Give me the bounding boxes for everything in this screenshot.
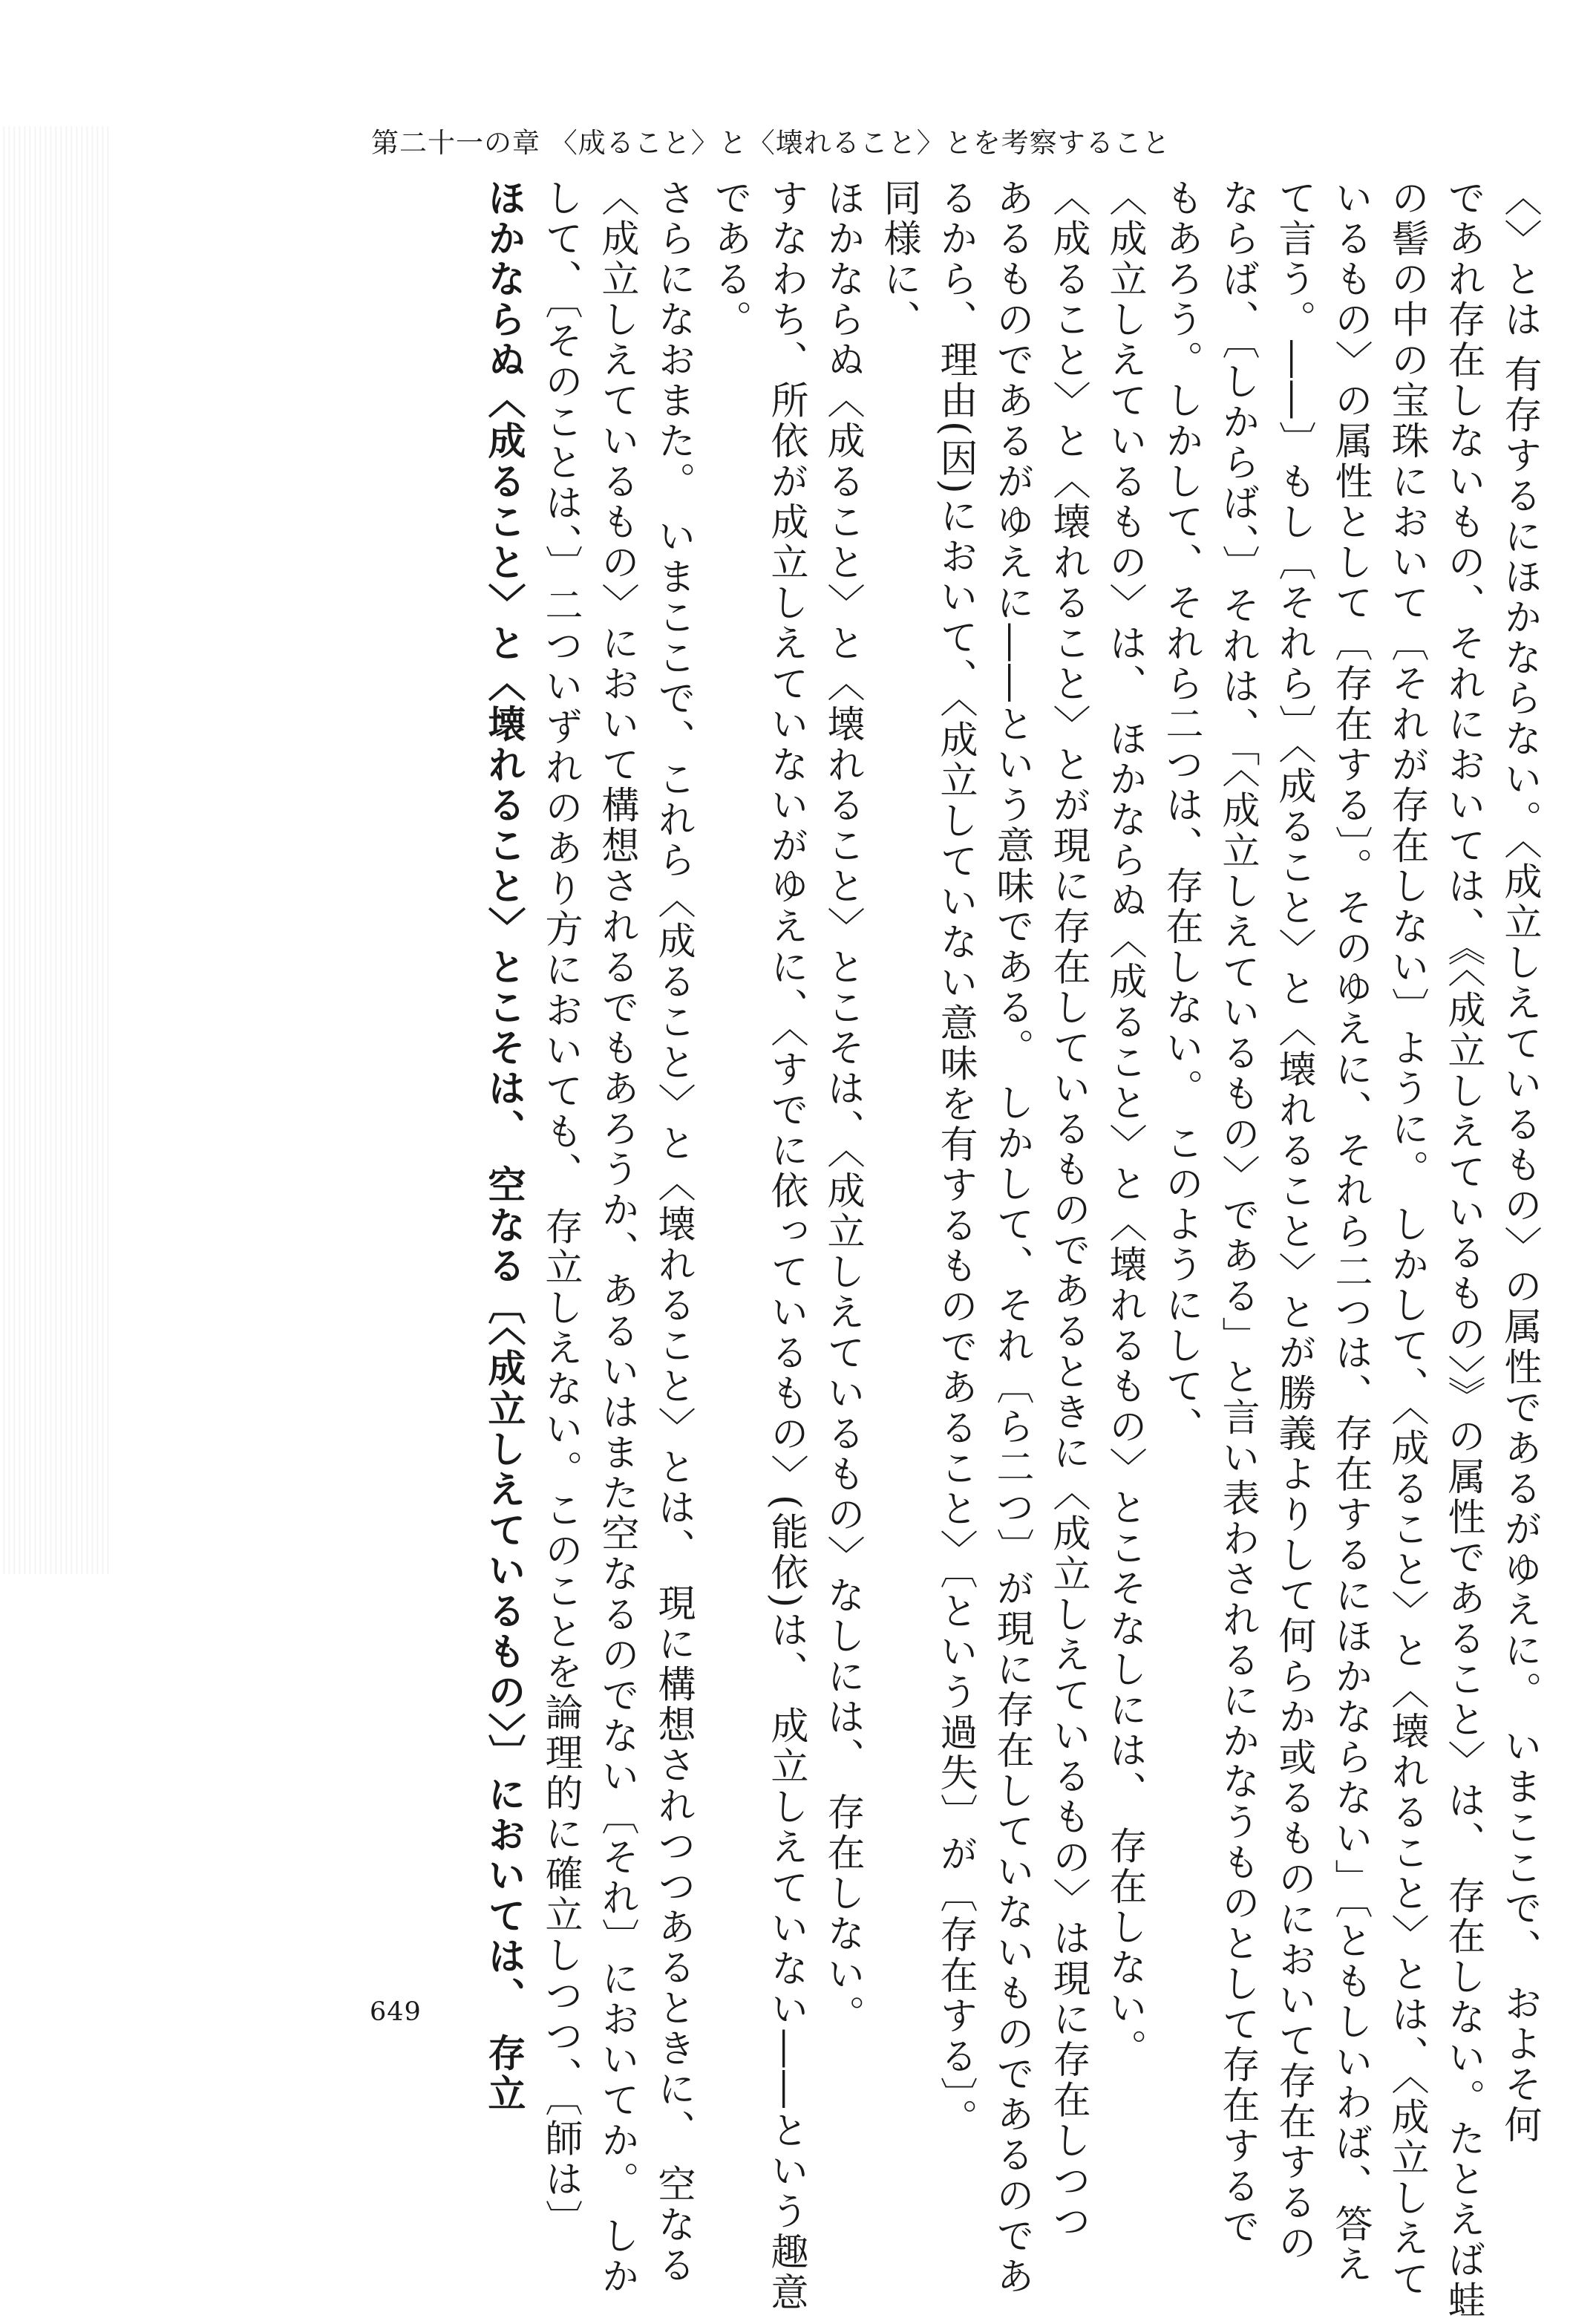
- text-column: 同様に、: [877, 178, 920, 340]
- text-column: るから、理由(因)において、〈成立していない意味を有するものであること〉〔という過失〕が〔存在する〕。: [933, 178, 977, 2139]
- text-column: あるものであるがゆえに――という意味である。 しかして、それ〔ら二つ〕が現に存在していないものであるのであ: [990, 178, 1033, 2297]
- body-text: [475, 178, 1547, 2321]
- text-column: さらになおまた。 いまここで、これら〈成ること〉と〈壊れること〉とは、 現に構想されつつあるときに、 空なる: [651, 178, 695, 2286]
- page-number: 649: [370, 1997, 422, 2027]
- text-column: もあろう。しかして、それら二つは、存在しない。 このようにして、: [1159, 178, 1203, 1448]
- text-column: である。: [707, 178, 751, 340]
- text-column: ほかならぬ〈成ること〉と〈壊れること〉とこそは、 空なる〔〈成立しえているもの〉〕においては、 存立: [481, 178, 526, 2115]
- text-column: て言う。――〕もし〔それら〕〈成ること〉と〈壊れること〉とが勝義よりして何らか或るものにおいて存在するの: [1272, 178, 1315, 2264]
- running-head: 第二十一の章 〈成ること〉と〈壊れること〉とを考察すること: [371, 127, 1171, 159]
- text-column: であれ存在しないもの、それにおいては、《〈成立しえているもの〉》の属性であること〉は、 存在しない。たとえば蛙: [1441, 178, 1485, 2321]
- text-column: 〈成立しえているもの〉において構想されるでもあろうか、あるいはまた空なるのでない〔それ〕においてか。 しか: [595, 178, 638, 2297]
- text-column: ならば、〔しからば、〕それは、「〈成立しえているもの〉である」と言い表わされるにかなうものとして存在するで: [1215, 178, 1259, 2247]
- scan-edge-artifact: [0, 126, 111, 1574]
- text-column: ほかならぬ〈成ること〉と〈壊れること〉とこそは、〈成立しえているもの〉なしには、 存在しない。: [820, 178, 864, 2036]
- text-column: の髻の中の宝珠において〔それが存在しない〕ように。 しかして、〈成ること〉と〈壊れること〉とは、〈成立しえて: [1384, 178, 1428, 2300]
- text-column: いるもの〉の属性として〔存在する〕。そのゆえに、それら二つは、存在するにほかならない」〔ともしいわば、答え: [1328, 178, 1372, 2285]
- text-column: すなわち、所依が成立しえていないがゆえに、〈すでに依っているもの〉(能依)は、 成立しえていない――という趣意: [764, 178, 808, 2314]
- text-column: して、〔そのことは、〕二ついずれのあり方においても、 存立しえない。このことを論理的に確立しつつ、〔師は〕: [538, 178, 582, 2241]
- text-column: 〈成ること〉と〈壊れること〉とが現に存在しているものであるときに〈成立しえているもの〉は現に存在しつつ: [1046, 178, 1090, 2242]
- text-column: 〈成立しえているもの〉は、 ほかならぬ〈成ること〉と〈壊れるもの〉とこそなしには、 存在しない。: [1102, 178, 1146, 2069]
- text-column: 〈〉とは 有存するにほかならない。〈成立しえているもの〉の属性であるがゆえに。 いまここで、 およそ何: [1497, 178, 1541, 2146]
